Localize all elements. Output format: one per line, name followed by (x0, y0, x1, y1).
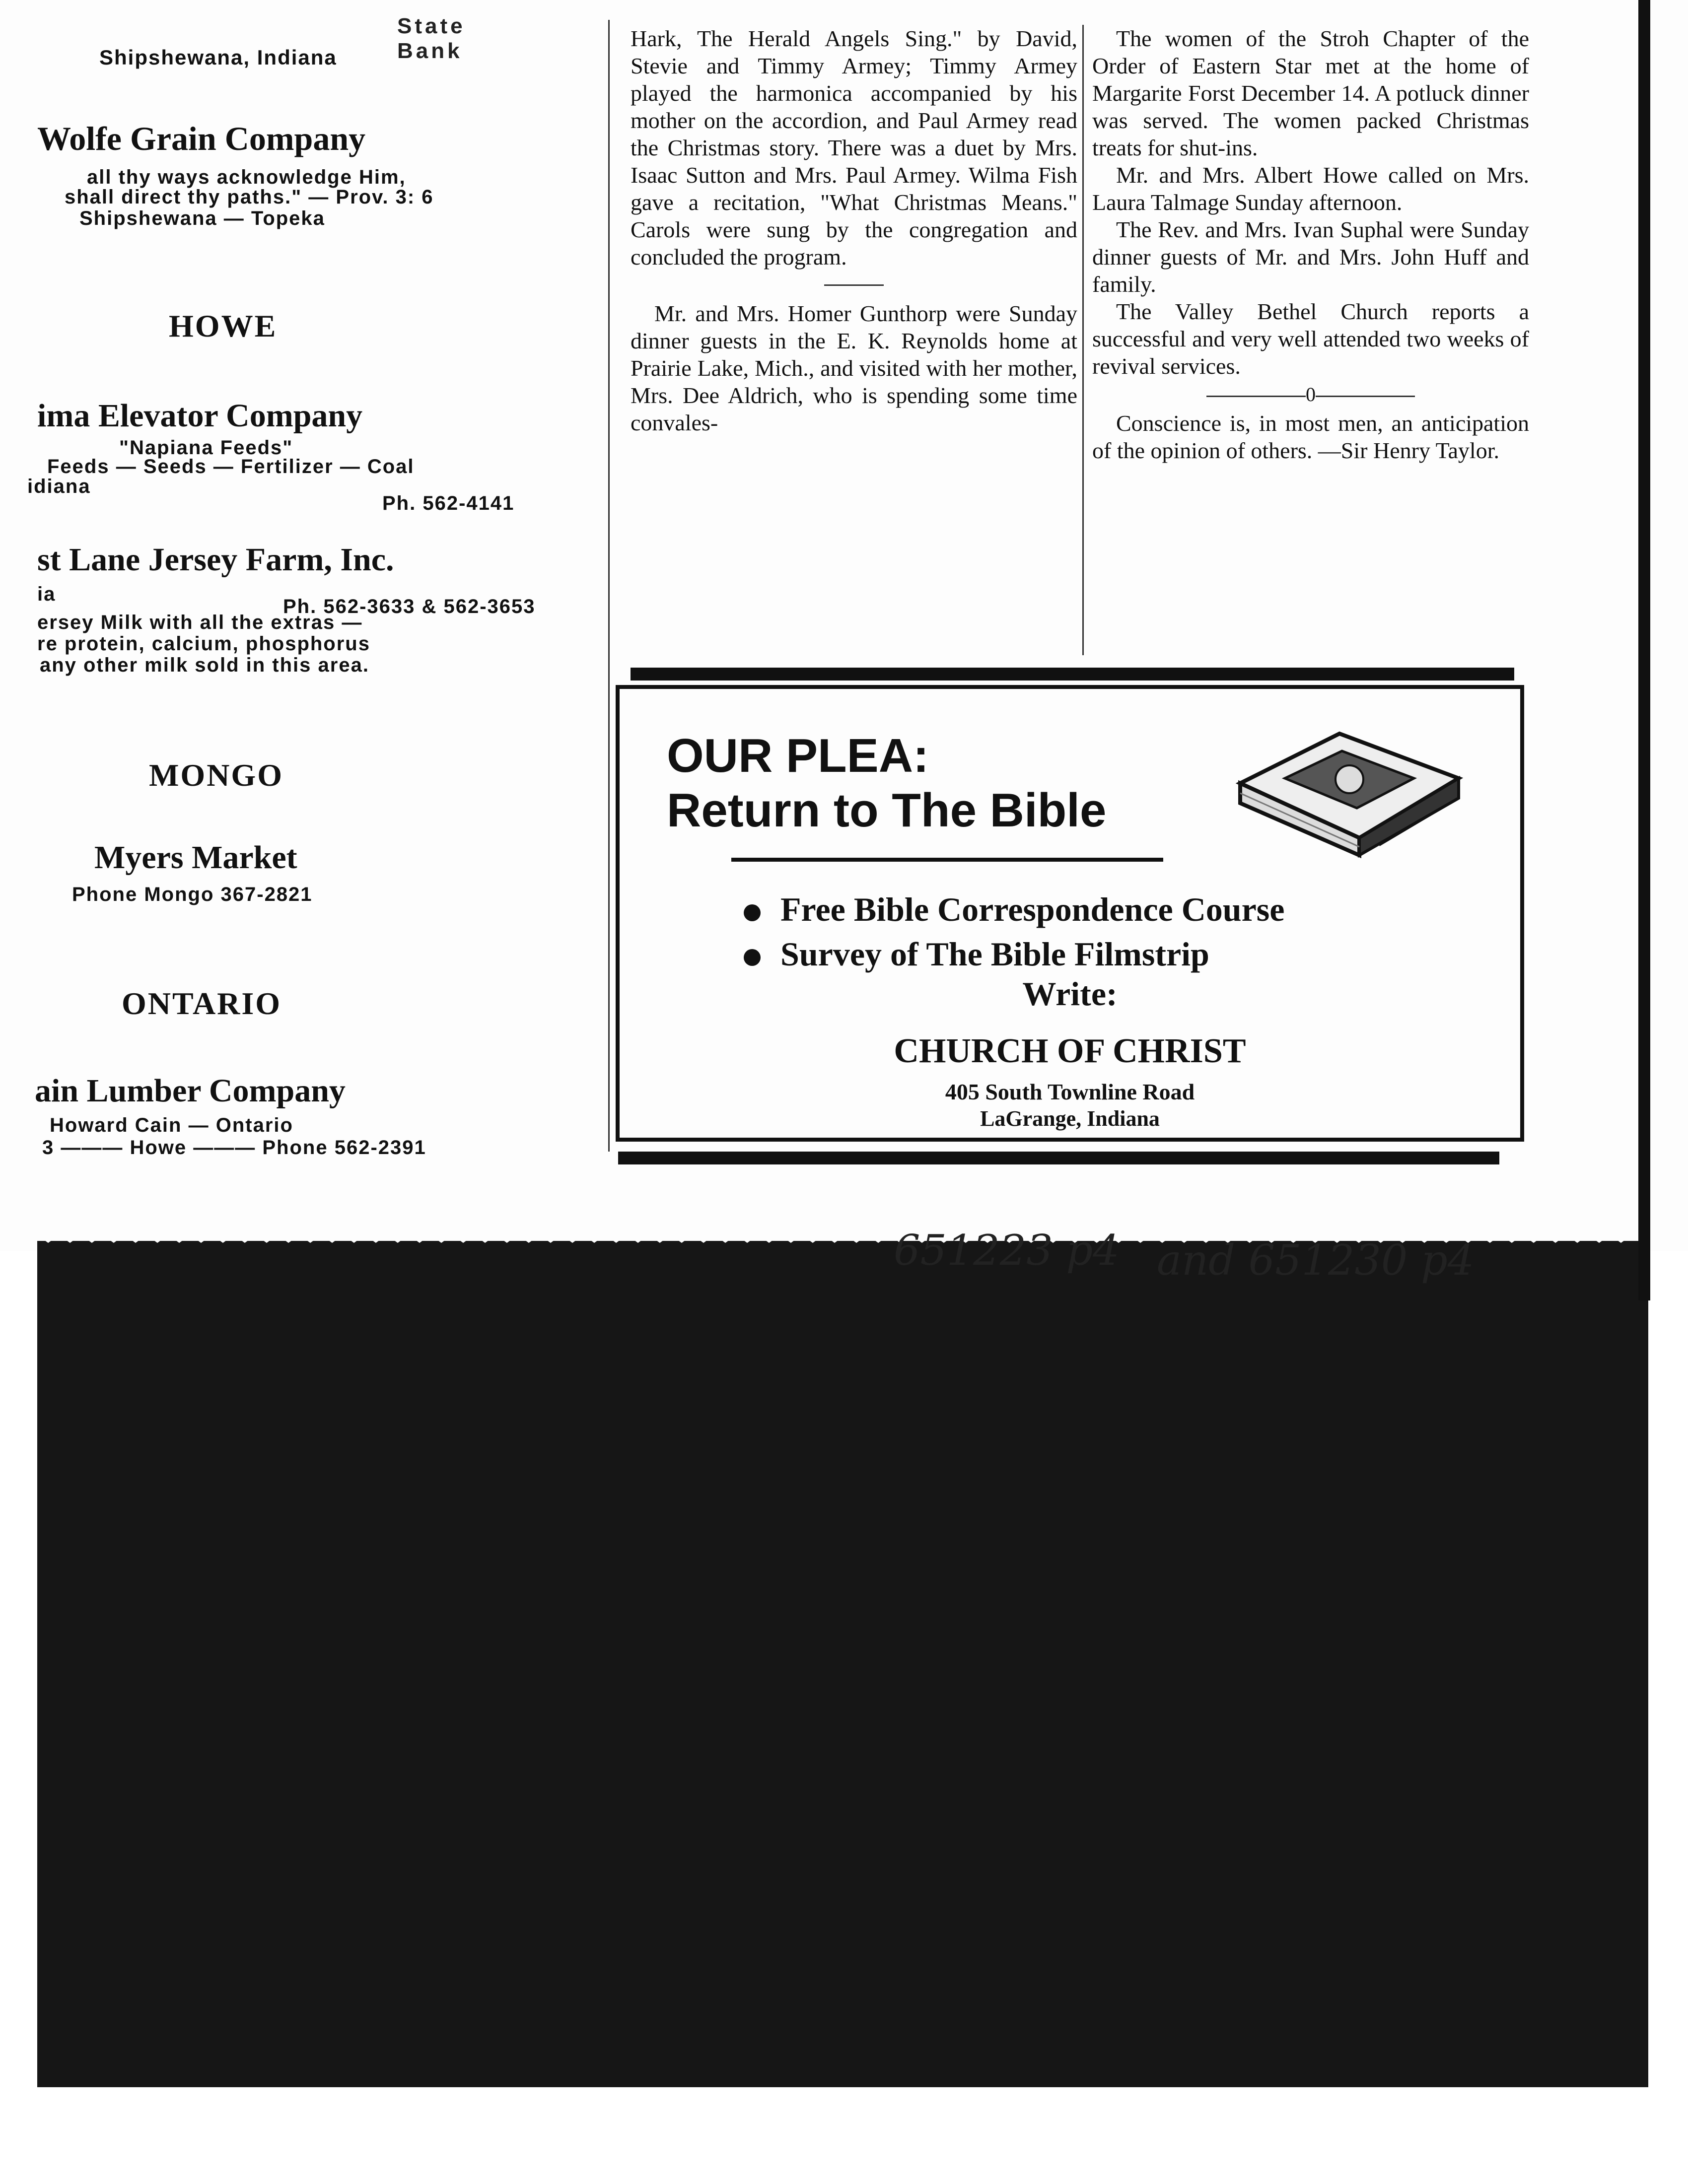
jersey-line1: ersey Milk with all the extras — (37, 612, 363, 633)
town-heading-ontario: ONTARIO (122, 986, 282, 1021)
christmas-program-paragraph: Hark, The Herald Angels Sing." by David, Stevie and Timmy Armey; Timmy Armey played the harmonica accompanied by his mother on the accordion, and Paul Armey read the Christmas story. There was a duet by Mrs. Isaac Sutton and Mrs. Paul Armey. Wilma Fish gave a recitation, "What Christmas Means." Carols were sung by the congregation and concluded the program. (631, 26, 1077, 270)
elevator-company-name: ima Elevator Company (37, 398, 363, 434)
ad-heading (667, 729, 1106, 838)
town-heading-howe: HOWE (169, 308, 278, 343)
elevator-slogan: "Napiana Feeds" (119, 437, 293, 459)
wolfe-verse-line2: shall direct thy paths." — Prov. 3: 6 (65, 186, 434, 208)
bullet-icon (744, 904, 761, 921)
ad-city: LaGrange, Indiana (980, 1106, 1160, 1131)
column-divider-left (608, 20, 610, 1152)
jersey-phone: Ph. 562-3633 & 562-3653 (283, 596, 536, 617)
town-heading-mongo: MONGO (149, 757, 283, 793)
eastern-star-paragraph: The women of the Stroh Chapter of the Order of Eastern Star met at the home of Margarite Forst December 14. A potluck dinner was served. The women packed Christmas treats for shut-ins. (1092, 26, 1529, 160)
suphal-paragraph: The Rev. and Mrs. Ivan Suphal were Sunday dinner guests of Mr. and Mrs. John Huff and family. (1092, 217, 1529, 297)
section-rule (824, 284, 884, 286)
elevator-products: Feeds — Seeds — Fertilizer — Coal (47, 456, 415, 478)
scanner-background (37, 1241, 1648, 2087)
valley-bethel-paragraph: The Valley Bethel Church reports a successful and very well attended two weeks of revival services. (1092, 299, 1529, 379)
elevator-state: idiana (27, 476, 91, 497)
ad-heading-line1: OUR PLEA: (667, 729, 929, 782)
bank-city: Shipshewana, Indiana (99, 46, 337, 69)
ad-heading-underline (731, 858, 1163, 862)
zero-separator: 0 (1092, 380, 1529, 410)
church-advertisement (616, 685, 1524, 1142)
elevator-phone: Ph. 562-4141 (382, 492, 515, 514)
jersey-line3: any other milk sold in this area. (40, 654, 369, 676)
handwritten-note-second: and 651230 p4 (1157, 1236, 1475, 1285)
scan-border (1638, 0, 1650, 1300)
bullet-icon (744, 949, 761, 966)
ad-address: 405 South Townline Road (945, 1079, 1195, 1104)
jersey-line2: re protein, calcium, phosphorus (37, 633, 370, 655)
column-divider-middle (1082, 25, 1084, 655)
ad-top-rule (631, 668, 1514, 681)
lumber-owner: Howard Cain — Ontario (50, 1114, 293, 1136)
handwritten-note-first: 651223 p4 (894, 1226, 1120, 1275)
howe-visit-paragraph: Mr. and Mrs. Albert Howe called on Mrs. Laura Talmage Sunday afternoon. (1092, 162, 1529, 215)
lumber-phone: 3 ——— Howe ——— Phone 562-2391 (42, 1137, 426, 1159)
bible-icon (1230, 724, 1464, 858)
wolfe-towns: Shipshewana — Topeka (79, 207, 325, 229)
bank-name-fragment: State Bank (397, 14, 466, 63)
conscience-quote: Conscience is, in most men, an anticipation of the opinion of others. —Sir Henry Taylor. (1092, 410, 1529, 463)
ad-item-filmstrip: Survey of The Bible Filmstrip (744, 935, 1209, 974)
ad-item-correspondence: Free Bible Correspondence Course (744, 890, 1284, 929)
article-community-news (1092, 25, 1529, 464)
myers-market-name: Myers Market (94, 839, 297, 876)
ad-heading-line2: Return to The Bible (667, 784, 1107, 837)
article-christmas-program (631, 25, 1077, 436)
jersey-farm-name: st Lane Jersey Farm, Inc. (37, 542, 394, 578)
wolfe-verse-line1: all thy ways acknowledge Him, (87, 166, 406, 188)
wolfe-grain-name: Wolfe Grain Company (37, 120, 366, 157)
lumber-company-name: ain Lumber Company (35, 1073, 346, 1109)
myers-market-phone: Phone Mongo 367-2821 (72, 884, 313, 905)
jersey-state: ia (37, 583, 56, 605)
ad-write: Write: (1022, 975, 1118, 1013)
ad-bottom-rule (618, 1152, 1499, 1164)
gunthorp-paragraph: Mr. and Mrs. Homer Gunthorp were Sunday dinner guests in the E. K. Reynolds home at Prairie Lake, Mich., and visited with her mother, Mrs. Dee Aldrich, who is spending some time convales- (631, 301, 1077, 435)
ad-church-name: CHURCH OF CHRIST (894, 1032, 1246, 1070)
